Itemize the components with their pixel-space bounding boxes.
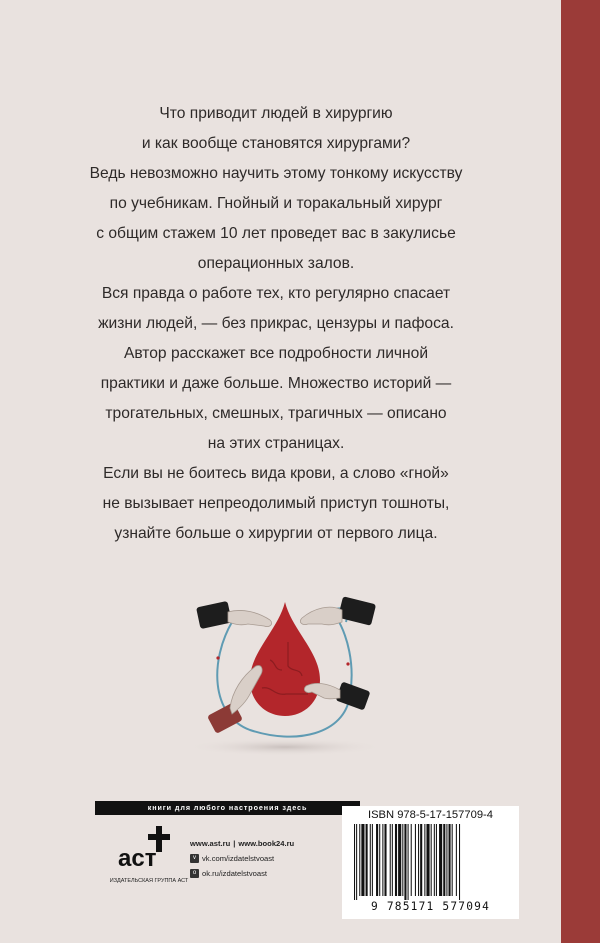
barcode-bar <box>376 824 378 896</box>
barcode-bar <box>390 824 391 896</box>
barcode-bar <box>408 824 409 900</box>
blurb-line: по учебникам. Гнойный и торакальный хирург <box>109 195 443 212</box>
sleeve <box>335 681 370 710</box>
barcode-bar <box>446 824 447 896</box>
blurb-line: Автор расскажет все подробности личной <box>123 345 429 362</box>
barcode-bar <box>436 824 437 896</box>
barcode-bar <box>439 824 442 896</box>
vk-link[interactable]: vk.com/izdatelstvoast <box>202 854 275 863</box>
blurb-line: операционных залов. <box>197 255 355 272</box>
barcode-bar <box>382 824 383 896</box>
barcode-bar <box>434 824 435 896</box>
sleeve <box>196 601 232 629</box>
illustration-shadow <box>185 738 385 756</box>
blurb-line: на этих страницах. <box>207 435 345 452</box>
blurb-line: Что приводит людей в хирургию <box>159 105 393 122</box>
ok-icon: o <box>190 869 199 878</box>
isbn-label: ISBN 978-5-17-157709-4 <box>367 809 493 821</box>
barcode-bar <box>424 824 425 896</box>
blurb-line: Если вы не боитесь вида крови, а слово «гной» <box>103 465 449 482</box>
ast-logo-text: аст <box>118 845 157 872</box>
blood-drip <box>346 662 349 665</box>
barcode-bar <box>384 824 386 896</box>
blurb-line: Ведь невозможно научить этому тонкому искусству <box>89 165 463 182</box>
vk-icon: v <box>190 854 199 863</box>
barcode-bar <box>354 824 355 900</box>
barcode-bar <box>452 824 453 896</box>
barcode-bar <box>404 824 406 900</box>
barcode-number: 9 785171 577094 <box>370 900 491 913</box>
hand <box>228 610 272 626</box>
ok-link-row[interactable] <box>190 866 294 881</box>
ok-link[interactable]: ok.ru/izdatelstvoast <box>202 869 267 878</box>
barcode-bar <box>431 824 432 896</box>
barcode-bar <box>372 824 373 896</box>
barcode-bar <box>443 824 445 896</box>
blurb-line: трогательных, смешных, трагичных — описано <box>105 405 447 422</box>
barcode <box>352 824 509 900</box>
blurb-line: Вся правда о работе тех, кто регулярно спасает <box>101 285 451 302</box>
barcode-bar <box>449 824 451 896</box>
barcode-bar <box>411 824 412 896</box>
barcode-bar <box>356 824 357 900</box>
barcode-bar <box>426 824 429 896</box>
blood-drip <box>216 656 219 659</box>
publisher-links <box>190 836 294 881</box>
blood-drop-hands-illustration <box>170 590 400 760</box>
blurb-line: узнайте больше о хирургии от первого лица. <box>114 525 438 542</box>
barcode-bar <box>370 824 371 896</box>
ast-logo <box>112 822 184 874</box>
barcode-bar <box>402 824 403 896</box>
barcode-bar <box>418 824 419 896</box>
barcode-bar <box>361 824 364 896</box>
blurb-line: практики и даже больше. Множество историй — <box>100 375 452 392</box>
website-link-book24[interactable]: www.book24.ru <box>238 839 295 848</box>
blurb-line: жизни людей, — без прикрас, цензуры и пафоса. <box>98 315 454 332</box>
isbn-barcode-box <box>342 806 519 919</box>
barcode-bar <box>379 824 380 896</box>
barcode-bar <box>420 824 422 896</box>
barcode-bar <box>366 824 368 896</box>
blurb-line: с общим стажем 10 лет проведет вас в закулисье <box>96 225 456 242</box>
website-link-ast[interactable]: www.ast.ru <box>190 839 231 848</box>
barcode-bar <box>459 824 460 900</box>
website-links <box>190 836 294 851</box>
sleeve <box>338 596 376 626</box>
book-spine <box>561 0 600 943</box>
barcode-bar <box>392 824 393 896</box>
barcode-bar <box>456 824 457 896</box>
blurb-line: и как вообще становятся хирургами? <box>141 135 411 152</box>
barcode-bar <box>398 824 401 896</box>
back-cover-blurb <box>60 99 492 549</box>
barcode-bar <box>395 824 397 896</box>
vk-link-row[interactable] <box>190 851 294 866</box>
blurb-line: не вызывает непреодолимый приступ тошноты, <box>102 495 450 512</box>
barcode-bar <box>359 824 360 896</box>
barcode-bar <box>415 824 416 896</box>
link-separator: | <box>233 839 236 848</box>
hand <box>300 607 342 625</box>
publisher-imprint: ИЗДАТЕЛЬСКАЯ ГРУППА АСТ <box>109 878 189 884</box>
publisher-tagline: книги для любого настроения здесь <box>95 801 360 815</box>
